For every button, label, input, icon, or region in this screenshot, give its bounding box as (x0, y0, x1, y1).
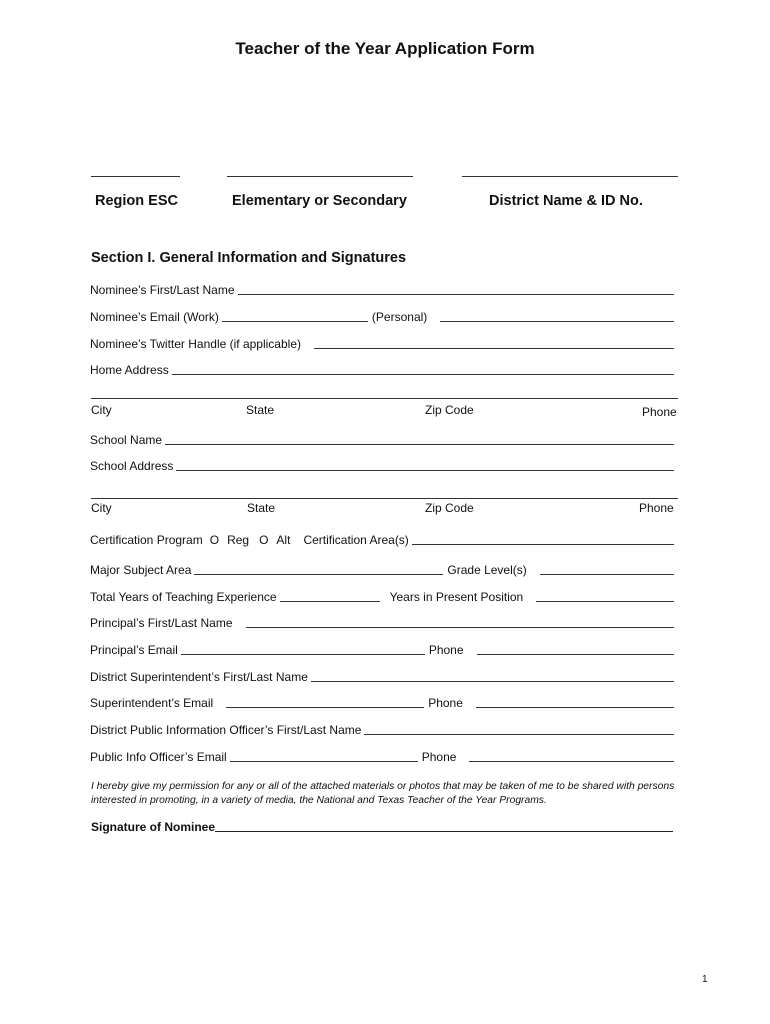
home-address-field[interactable] (172, 363, 674, 375)
home-city-label: City (91, 403, 112, 417)
major-subject-field[interactable] (194, 563, 443, 575)
home-state-label: State (246, 403, 275, 417)
school-zip-label: Zip Code (425, 501, 474, 515)
pio-phone-label: Phone (421, 750, 457, 764)
major-subject-row (90, 560, 678, 577)
home-address-line-2[interactable] (91, 398, 678, 399)
nominee-email-work-field[interactable] (222, 310, 368, 322)
signature-field[interactable] (215, 819, 673, 832)
school-name-row (90, 430, 678, 447)
home-zip-label: Zip Code (425, 403, 474, 417)
nominee-email-personal-field[interactable] (440, 310, 674, 322)
cert-reg-label: Reg (227, 533, 250, 547)
principal-name-row (90, 613, 678, 630)
principal-phone-field[interactable] (477, 643, 674, 655)
nominee-name-label: Nominee’s First/Last Name (90, 283, 235, 297)
cert-alt-label: Alt (276, 533, 291, 547)
pio-email-row (90, 747, 678, 764)
cert-reg-radio[interactable]: O (209, 533, 220, 547)
years-present-field[interactable] (536, 590, 674, 602)
superintendent-phone-field[interactable] (476, 696, 674, 708)
cert-area-label: Certification Area(s) (303, 533, 409, 547)
superintendent-name-field[interactable] (311, 670, 674, 682)
principal-phone-label: Phone (428, 643, 464, 657)
twitter-label: Nominee’s Twitter Handle (if applicable) (90, 337, 301, 351)
signature-row (91, 819, 673, 834)
level-label: Elementary or Secondary (232, 193, 407, 209)
school-address-label: School Address (90, 459, 174, 473)
grade-levels-field[interactable] (540, 563, 674, 575)
certification-row (90, 530, 678, 547)
major-subject-label: Major Subject Area (90, 563, 192, 577)
school-phone-label: Phone (639, 501, 674, 515)
cert-alt-radio[interactable]: O (259, 533, 269, 547)
cert-area-field[interactable] (412, 533, 674, 545)
superintendent-email-label: Superintendent’s Email (90, 696, 214, 710)
superintendent-email-row (90, 693, 678, 710)
section-heading: Section I. General Information and Signatures (91, 250, 407, 266)
principal-email-label: Principal’s Email (90, 643, 178, 657)
years-row (90, 587, 678, 604)
pio-email-field[interactable] (230, 750, 418, 762)
home-address-row (90, 360, 678, 377)
school-name-field[interactable] (165, 433, 674, 445)
permission-statement: I hereby give my permission for any or all of the attached materials or photos that may be taken of me to be shared with persons interested in promoting, in a variety of media, the National and Texas Teacher of the Year Programs. (91, 781, 675, 806)
total-years-label: Total Years of Teaching Experience (90, 590, 277, 604)
grade-levels-label: Grade Level(s) (447, 563, 527, 577)
superintendent-email-field[interactable] (226, 696, 424, 708)
superintendent-name-label: District Superintendent’s First/Last Name (90, 670, 308, 684)
principal-name-label: Principal’s First/Last Name (90, 616, 233, 630)
district-line[interactable] (462, 176, 678, 177)
principal-email-field[interactable] (181, 643, 425, 655)
nominee-name-field[interactable] (238, 283, 675, 295)
region-line[interactable] (91, 176, 180, 177)
pio-name-row (90, 720, 678, 737)
superintendent-phone-label: Phone (428, 696, 463, 710)
total-years-field[interactable] (280, 590, 380, 602)
twitter-field[interactable] (314, 337, 674, 349)
school-name-label: School Name (90, 433, 163, 447)
signature-label: Signature of Nominee (91, 820, 216, 834)
school-state-label: State (247, 501, 276, 515)
nominee-email-work-label: Nominee’s Email (Work) (90, 310, 219, 324)
nominee-email-row (90, 307, 678, 324)
level-line[interactable] (227, 176, 413, 177)
nominee-name-row (90, 280, 678, 297)
home-phone-label: Phone (642, 405, 677, 419)
twitter-row (90, 334, 678, 351)
page-title: Teacher of the Year Application Form (235, 39, 535, 58)
school-address-line-2[interactable] (91, 498, 678, 499)
cert-program-label: Certification Program (90, 533, 203, 547)
region-label: Region ESC (95, 193, 178, 209)
principal-name-field[interactable] (246, 616, 675, 628)
pio-name-field[interactable] (364, 723, 674, 735)
principal-email-row (90, 640, 678, 657)
pio-email-label: Public Info Officer’s Email (90, 750, 227, 764)
school-address-row (90, 456, 678, 473)
school-city-label: City (91, 501, 112, 515)
school-address-field[interactable] (176, 459, 674, 471)
pio-name-label: District Public Information Officer’s First/Last Name (90, 723, 362, 737)
years-present-label: Years in Present Position (389, 590, 524, 604)
page-number: 1 (702, 974, 708, 985)
nominee-email-personal-label: (Personal) (371, 310, 428, 324)
district-label: District Name & ID No. (489, 193, 643, 209)
superintendent-name-row (90, 667, 678, 684)
home-address-label: Home Address (90, 363, 169, 377)
pio-phone-field[interactable] (469, 750, 674, 762)
